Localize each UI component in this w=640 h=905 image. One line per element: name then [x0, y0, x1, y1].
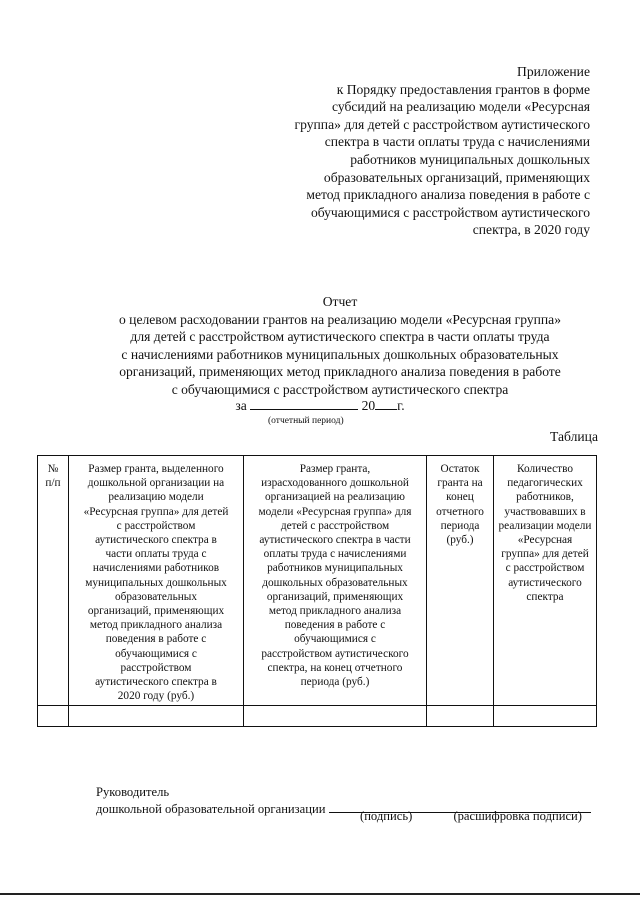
table-cell[interactable]	[69, 706, 244, 727]
table-row	[38, 706, 597, 727]
table-cell[interactable]	[38, 706, 69, 727]
signature-captions	[360, 809, 582, 824]
appendix-line: группа» для детей с расстройством аутистического	[294, 116, 590, 132]
header-cell-grant-allocated: Размер гранта, выделенного дошкольной организации на реализацию модели «Ресурсная группа» для детей с расстройством аутистического спектра в части оплаты труда с начислениями работников муниципальных дошкольных образовательных организаций, применяющих метод прикладного анализа поведения в работе с обучающимися с расстройством аутистического спектра в 2020 году (руб.)	[69, 456, 244, 706]
table-cell[interactable]	[244, 706, 427, 727]
period-suffix: г.	[397, 398, 405, 413]
period-caption: (отчетный период)	[268, 416, 344, 426]
period-year-blank[interactable]	[375, 398, 397, 410]
table-cell[interactable]	[427, 706, 494, 727]
period-blank[interactable]	[250, 398, 358, 410]
appendix-line: спектра в части оплаты труда с начислениями	[324, 134, 590, 150]
signature-name-caption: (расшифровка подписи)	[453, 809, 582, 823]
report-period	[0, 398, 640, 414]
table-cell[interactable]	[494, 706, 597, 727]
appendix-block	[230, 63, 590, 239]
report-title-heading: Отчет	[322, 294, 358, 309]
signature-role-text: дошкольной образовательной организации	[96, 802, 326, 816]
appendix-line: обучающимися с расстройством аутистического	[310, 204, 590, 220]
header-cell-grant-spent: Размер гранта, израсходованного дошкольной организацией на реализацию модели «Ресурсная группа» для детей с расстройством аутистического спектра в части оплаты труда с начислениями работников муниципальных дошкольных образовательных организаций, применяющих метод прикладного анализа поведения в работе с обучающимися с расстройством аутистического спектра, на конец отчетного периода (руб.)	[244, 456, 427, 706]
report-title-line: для детей с расстройством аутистического спектра в части оплаты труда	[130, 329, 550, 345]
appendix-line: Приложение	[517, 64, 590, 79]
appendix-line: метод прикладного анализа поведения в работе с	[306, 187, 590, 203]
signature-caption: (подпись)	[360, 809, 413, 823]
appendix-line: спектра, в 2020 году	[472, 222, 590, 238]
table-header-row	[38, 456, 597, 706]
table-label: Таблица	[550, 429, 598, 444]
signature-role-line1: Руководитель	[96, 785, 170, 799]
period-year-prefix: 20	[361, 398, 376, 413]
appendix-line: работников муниципальных дошкольных	[350, 151, 590, 167]
appendix-line: образовательных организаций, применяющих	[323, 169, 590, 185]
appendix-line: субсидий на реализацию модели «Ресурсная	[332, 99, 590, 115]
header-cell-grant-remainder: Остаток гранта на конец отчетного периода (руб.)	[427, 456, 494, 706]
bottom-rule	[0, 893, 640, 895]
report-title-line: с обучающимися с расстройством аутистического спектра	[171, 381, 509, 397]
appendix-line: к Порядку предоставления грантов в форме	[336, 81, 590, 97]
report-title-line: о целевом расходовании грантов на реализацию модели «Ресурсная группа»	[118, 311, 561, 327]
header-cell-number: № п/п	[38, 456, 69, 706]
report-title	[70, 293, 610, 399]
report-title-line: организаций, применяющих метод прикладного анализа поведения в работе	[119, 364, 561, 380]
period-prefix: за	[235, 398, 247, 413]
header-cell-staff-count: Количество педагогических работников, участвовавших в реализации модели «Ресурсная группа» для детей с расстройством аутистического спектра	[494, 456, 597, 706]
report-title-line: с начислениями работников муниципальных дошкольных образовательных	[121, 346, 559, 362]
grant-report-table	[37, 455, 597, 727]
